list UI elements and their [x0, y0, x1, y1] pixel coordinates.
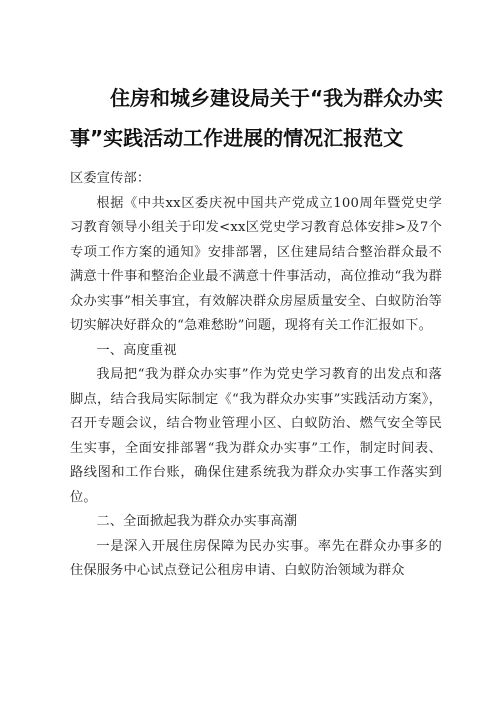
intro-paragraph: 根据《中共xx区委庆祝中国共产党成立100周年暨党史学习教育领导小组关于印发<xx区党史学习教育总体安排>及7个专项工作方案的通知》安排部署，区住建局结合整治群众最不满意十件事和整治企业最不满意十件事活动，高位推动“我为群众办实事”相关事宜，有效解决群众房屋质量安全、白蚁防治等切实解决好群众的“急难愁盼”问题，现将有关工作汇报如下。	[70, 195, 442, 333]
document-title-line-1: 住房和城乡建设局关于“我为群众办实	[110, 86, 444, 110]
salutation: 区委宣传部：	[70, 171, 151, 186]
section-heading-1: 一、高度重视	[96, 342, 177, 358]
section-2-paragraph: 一是深入开展住房保障为民办实事。率先在群众办事多的住保服务中心试点登记公租房申请、白蚁防治领域为群众	[70, 538, 442, 578]
section-heading-2: 二、全面掀起我为群众办实事高潮	[96, 514, 298, 529]
section-1-paragraph: 我局把“我为群众办实事”作为党史学习教育的出发点和落脚点，结合我局实际制定《“我为群众办实事”实践活动方案》，召开专题会议，结合物业管理小区、白蚁防治、燃气安全等民生实事，全面安排部署“我为群众办实事”工作，制定时间表、路线图和工作台账，确保住建系统我为群众办实事工作落实到位。	[70, 367, 442, 505]
document-title-line-2: 事”实践活动工作进展的情况汇报范文	[70, 126, 404, 150]
document-body	[70, 167, 442, 584]
